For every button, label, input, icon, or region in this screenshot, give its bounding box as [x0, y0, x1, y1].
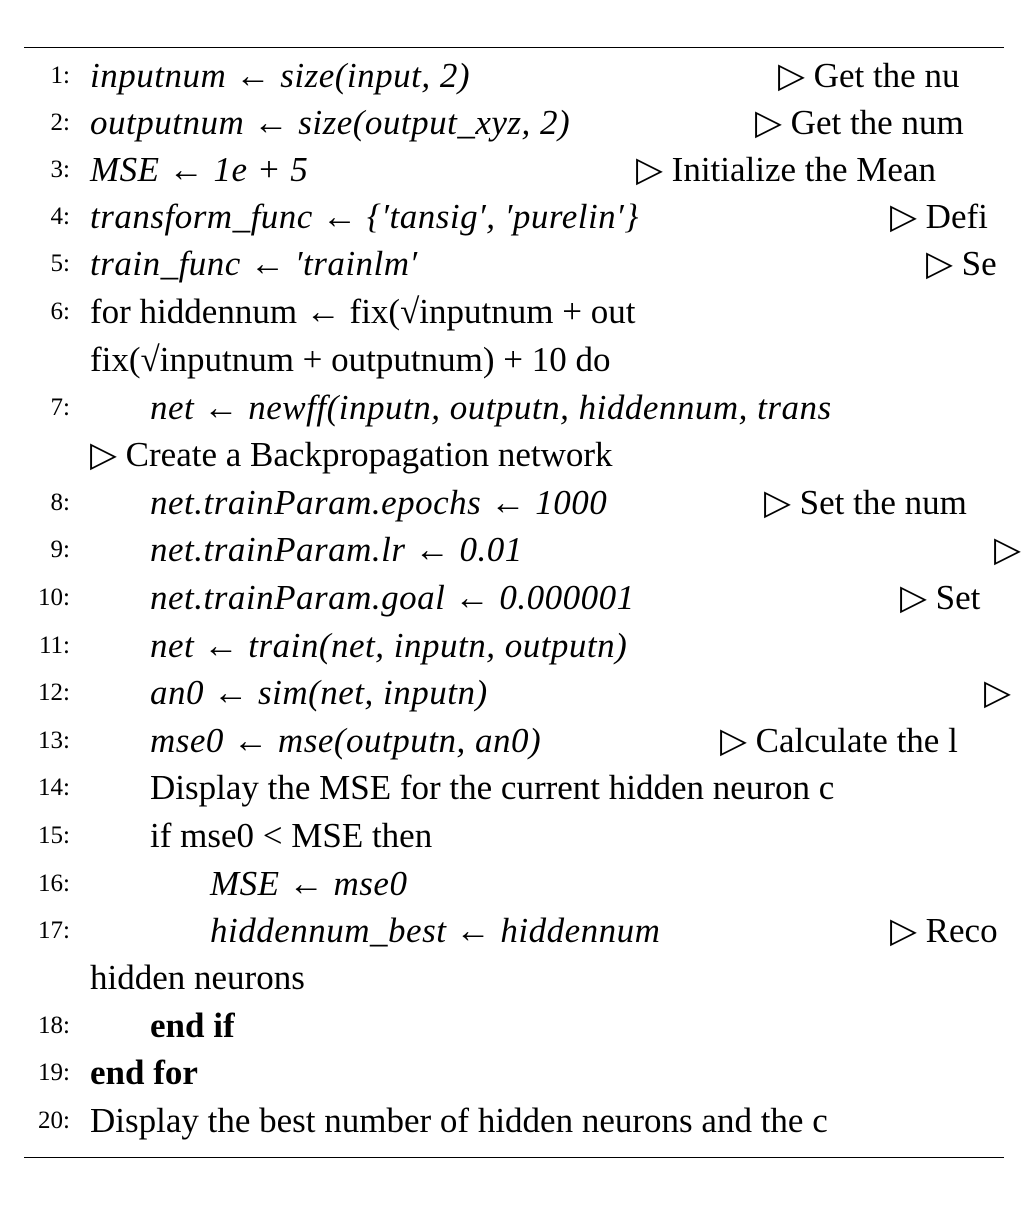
algorithm-line-6-continuation: [0, 336, 1004, 383]
line-number: 20:: [38, 1107, 70, 1134]
line-number: 11:: [38, 632, 70, 659]
line-number: 2:: [50, 109, 70, 136]
line-number: 5:: [50, 250, 70, 277]
algorithm-line-12: [0, 669, 1011, 716]
line-number: 15:: [38, 822, 70, 849]
comment-text: ▷ Get the num: [755, 103, 964, 142]
code-text: mse0 ← mse(outputn, an0): [150, 721, 542, 760]
algorithm-line-14: [0, 764, 1004, 811]
line-number: 4:: [50, 203, 70, 230]
code-text: Display the best number of hidden neurons and the c: [90, 1101, 828, 1140]
line-number: 12:: [38, 679, 70, 706]
line-number: 16:: [38, 870, 70, 897]
algorithm-line-20: [0, 1097, 1004, 1144]
code-text: net.trainParam.goal ← 0.000001: [150, 578, 635, 617]
algorithm-line-1: [0, 52, 1004, 99]
algorithm-line-15: [0, 812, 1004, 859]
comment-text: ▷: [994, 530, 1021, 569]
algorithm-line-6: [0, 288, 1004, 335]
code-text: end for: [90, 1053, 198, 1092]
comment-text: ▷ Get the nu: [778, 56, 960, 95]
code-text: hiddennum_best ← hiddennum: [210, 911, 661, 950]
algorithm-line-10: [0, 574, 1004, 621]
line-number: 10:: [38, 584, 70, 611]
algorithm-line-7-continuation: [0, 431, 1004, 478]
code-text: outputnum ← size(output_xyz, 2): [90, 103, 571, 142]
code-text: an0 ← sim(net, inputn): [150, 673, 488, 712]
algorithm-line-19: [0, 1049, 1004, 1096]
code-text: MSE ← 1e + 5: [90, 150, 309, 189]
code-text: MSE ← mse0: [210, 864, 408, 903]
algorithm-line-2: [0, 99, 1004, 146]
line-number: 17:: [38, 917, 70, 944]
line-number: 7:: [50, 394, 70, 421]
algorithm-line-13: [0, 717, 1004, 764]
algorithm-line-8: [0, 479, 1004, 526]
line-number: 6:: [50, 298, 70, 325]
code-text: transform_func ← {′tansig′, ′purelin′}: [90, 197, 639, 236]
comment-text: ▷: [984, 673, 1011, 712]
algorithm-line-11: [0, 622, 1004, 669]
algorithm-line-3: [0, 146, 1004, 193]
code-text: Display the MSE for the current hidden neuron c: [150, 768, 835, 807]
algorithm-line-5: [0, 240, 1004, 287]
line-number: 8:: [50, 489, 70, 516]
comment-text: ▷ Initialize the Mean: [636, 150, 936, 189]
comment-text: hidden neurons: [90, 958, 305, 997]
code-text: net ← train(net, inputn, outputn): [150, 626, 628, 665]
comment-text: ▷ Set the num: [764, 483, 967, 522]
line-number: 13:: [38, 727, 70, 754]
code-text: train_func ← ′trainlm′: [90, 244, 418, 283]
algorithm-line-4: [0, 193, 1004, 240]
line-number: 19:: [38, 1059, 70, 1086]
code-text: fix(√inputnum + outputnum) + 10 do: [90, 340, 611, 379]
code-text: for hiddennum ← fix(√inputnum + out: [90, 292, 636, 331]
algorithm-line-7: [0, 384, 1004, 431]
line-number: 1:: [50, 62, 70, 89]
line-number: 3:: [50, 156, 70, 183]
comment-text: ▷ Create a Backpropagation network: [90, 435, 613, 474]
code-text: net.trainParam.lr ← 0.01: [150, 530, 523, 569]
line-number: 9:: [50, 536, 70, 563]
comment-text: ▷ Reco: [890, 911, 998, 950]
bottom-rule: [24, 1157, 1004, 1158]
code-text: net.trainParam.epochs ← 1000: [150, 483, 608, 522]
algorithm-line-17-continuation: [0, 954, 1004, 1001]
code-text: inputnum ← size(input, 2): [90, 56, 470, 95]
algorithm-line-16: [0, 860, 1004, 907]
top-rule: [24, 47, 1004, 48]
comment-text: ▷ Set: [900, 578, 981, 617]
comment-text: ▷ Se: [926, 244, 997, 283]
line-number: 18:: [38, 1012, 70, 1039]
comment-text: ▷ Defi: [890, 197, 988, 236]
algorithm-line-18: [0, 1002, 1004, 1049]
comment-text: ▷ Calculate the l: [720, 721, 958, 760]
algorithm-line-17: [0, 907, 1004, 954]
code-text: if mse0 < MSE then: [150, 816, 433, 855]
algorithm-line-9: [0, 526, 1021, 573]
code-text: end if: [150, 1006, 235, 1045]
line-number: 14:: [38, 774, 70, 801]
code-text: net ← newff(inputn, outputn, hiddennum, trans: [150, 388, 832, 427]
